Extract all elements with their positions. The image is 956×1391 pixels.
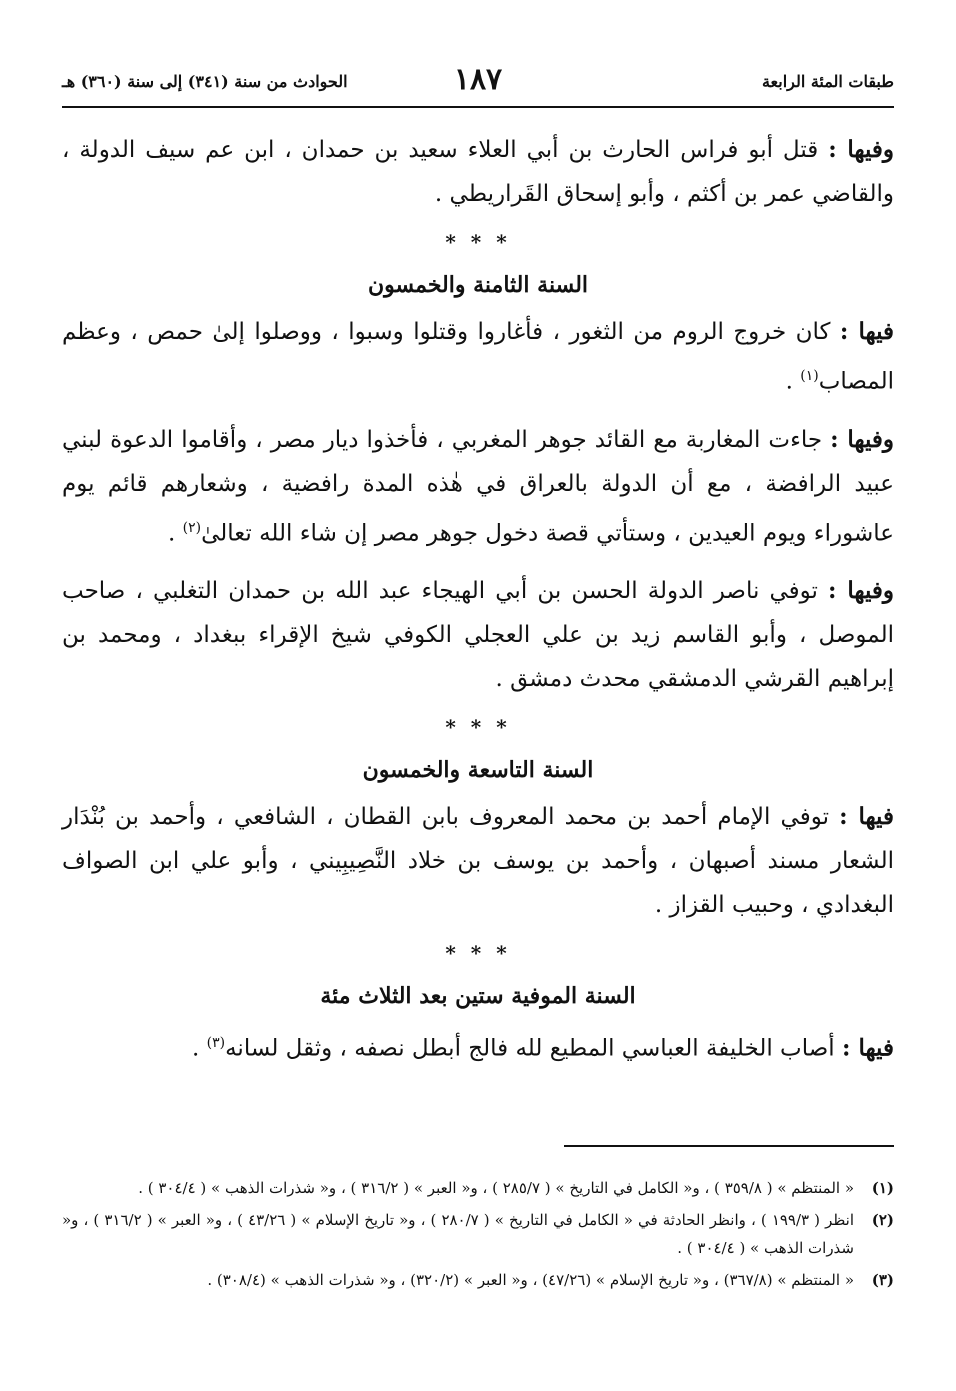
paragraph-text: توفي الإمام أحمد بن محمد المعروف بابن القطان ، الشافعي ، وأحمد بن بُنْدَار الشعار مسند أصبهان ، وأحمد بن يوسف بن خلاد النَّصِيبِيني ، وأبو علي ابن الصواف البغدادي ، وحبيب القزاز . — [62, 804, 894, 919]
paragraph-5 — [62, 795, 894, 927]
book-title: طبقات المئة الرابعة — [761, 72, 894, 91]
footnotes — [62, 1174, 894, 1298]
paragraph-text: جاءت المغاربة مع القائد جوهر المغربي ، فأخذوا ديار مصر ، وأقاموا الدعوة لبني عبيد الرافضة ، مع أن الدولة بالعراق في هٰذه المدة رافضية ، وشعارهم قائم يوم عاشوراء ويوم العيدين ، وستأتي قصة دخول جوهر مصر إن شاء الله تعالىٰ — [62, 426, 894, 547]
footnote-1 — [62, 1174, 894, 1202]
paragraph-lead: فيها : — [839, 318, 895, 345]
paragraph-3 — [62, 418, 894, 556]
footnote-2 — [62, 1206, 894, 1262]
footnote-text: انظر ( ١٩٩/٣ ) ، وانظر الحادثة في « الكامل في التاريخ » ( ٢٨٠/٧ ) ، و« تاريخ الإسلام » ( ٤٣/٢٦ ) ، و« العبر » ( ٣١٦/٢ ) ، و« شذرات الذهب » ( ٣٠٤/٤ ) . — [62, 1211, 855, 1257]
paragraph-lead: وفيها : — [828, 577, 894, 605]
footnote-text: « المنتظم » (٣٦٧/٨) ، و« تاريخ الإسلام » (٤٧/٢٦) ، و« العبر » (٣٢٠/٢) ، و« شذرات الذهب » (٣٠٨/٤) . — [207, 1271, 854, 1289]
paragraph-6 — [62, 1021, 894, 1071]
year-heading-59: السنة التاسعة والخمسون — [362, 757, 594, 784]
book-page — [62, 62, 894, 1362]
footnote-number: (٣) — [871, 1271, 894, 1289]
section-separator: * * * — [445, 715, 511, 740]
paragraph-lead: وفيها : — [830, 425, 894, 453]
footnote-number: (١) — [871, 1179, 894, 1197]
footnote-ref-1[interactable]: (١) — [800, 368, 819, 384]
paragraph-1 — [62, 128, 894, 216]
header-rule — [62, 106, 894, 108]
paragraph-lead: فيها : — [839, 803, 894, 831]
section-title: الحوادث من سنة (٣٤١) إلى سنة (٣٦٠) هـ — [62, 72, 348, 91]
paragraph-text: توفي ناصر الدولة الحسن بن أبي الهيجاء عبد الله بن حمدان التغلبي ، صاحب الموصل ، وأبو القاسم زيد بن علي العجلي الكوفي شيخ الإقراء ببغداد ، ومحمد بن إبراهيم القرشي الدمشقي محدث دمشق . — [62, 578, 894, 693]
year-heading-60: السنة الموفية ستين بعد الثلاث مئة — [320, 983, 636, 1010]
footnote-number: (٢) — [871, 1211, 894, 1229]
paragraph-2 — [62, 310, 894, 404]
paragraph-lead: وفيها : — [828, 136, 895, 163]
footnote-ref-3[interactable]: (٣) — [206, 1035, 226, 1052]
page-number: ١٨٧ — [453, 62, 503, 97]
footnote-rule — [564, 1145, 894, 1147]
footnote-3 — [62, 1266, 894, 1294]
paragraph-tail: . — [785, 368, 801, 395]
paragraph-4 — [62, 569, 894, 701]
footnote-ref-2[interactable]: (٢) — [182, 519, 202, 536]
paragraph-text: قتل أبو فراس الحارث بن أبي العلاء سعيد بن حمدان ، ابن عم سيف الدولة ، والقاضي عمر بن أكثم ، وأبو إسحاق القَراريطي . — [62, 137, 894, 207]
year-heading-58: السنة الثامنة والخمسون — [367, 272, 589, 298]
page-body — [62, 128, 894, 1085]
paragraph-text: كان خروج الروم من الثغور ، فأغاروا وقتلوا وسبوا ، ووصلوا إلىٰ حمص ، وعظم المصاب — [62, 319, 894, 395]
page-header — [62, 62, 894, 102]
paragraph-tail: . — [192, 1035, 207, 1062]
paragraph-tail: . — [168, 520, 183, 547]
section-separator: * * * — [445, 230, 511, 254]
paragraph-text: أصاب الخليفة العباسي المطيع لله فالج أبطل نصفه ، وثقل لسانه — [225, 1035, 835, 1062]
paragraph-lead: فيها : — [841, 1034, 894, 1062]
section-separator: * * * — [445, 941, 511, 966]
footnote-text: « المنتظم » ( ٣٥٩/٨ ) ، و« الكامل في التاريخ » ( ٢٨٥/٧ ) ، و« العبر » ( ٣١٦/٢ ) ، و« شذرات الذهب » ( ٣٠٤/٤ ) . — [138, 1179, 854, 1197]
